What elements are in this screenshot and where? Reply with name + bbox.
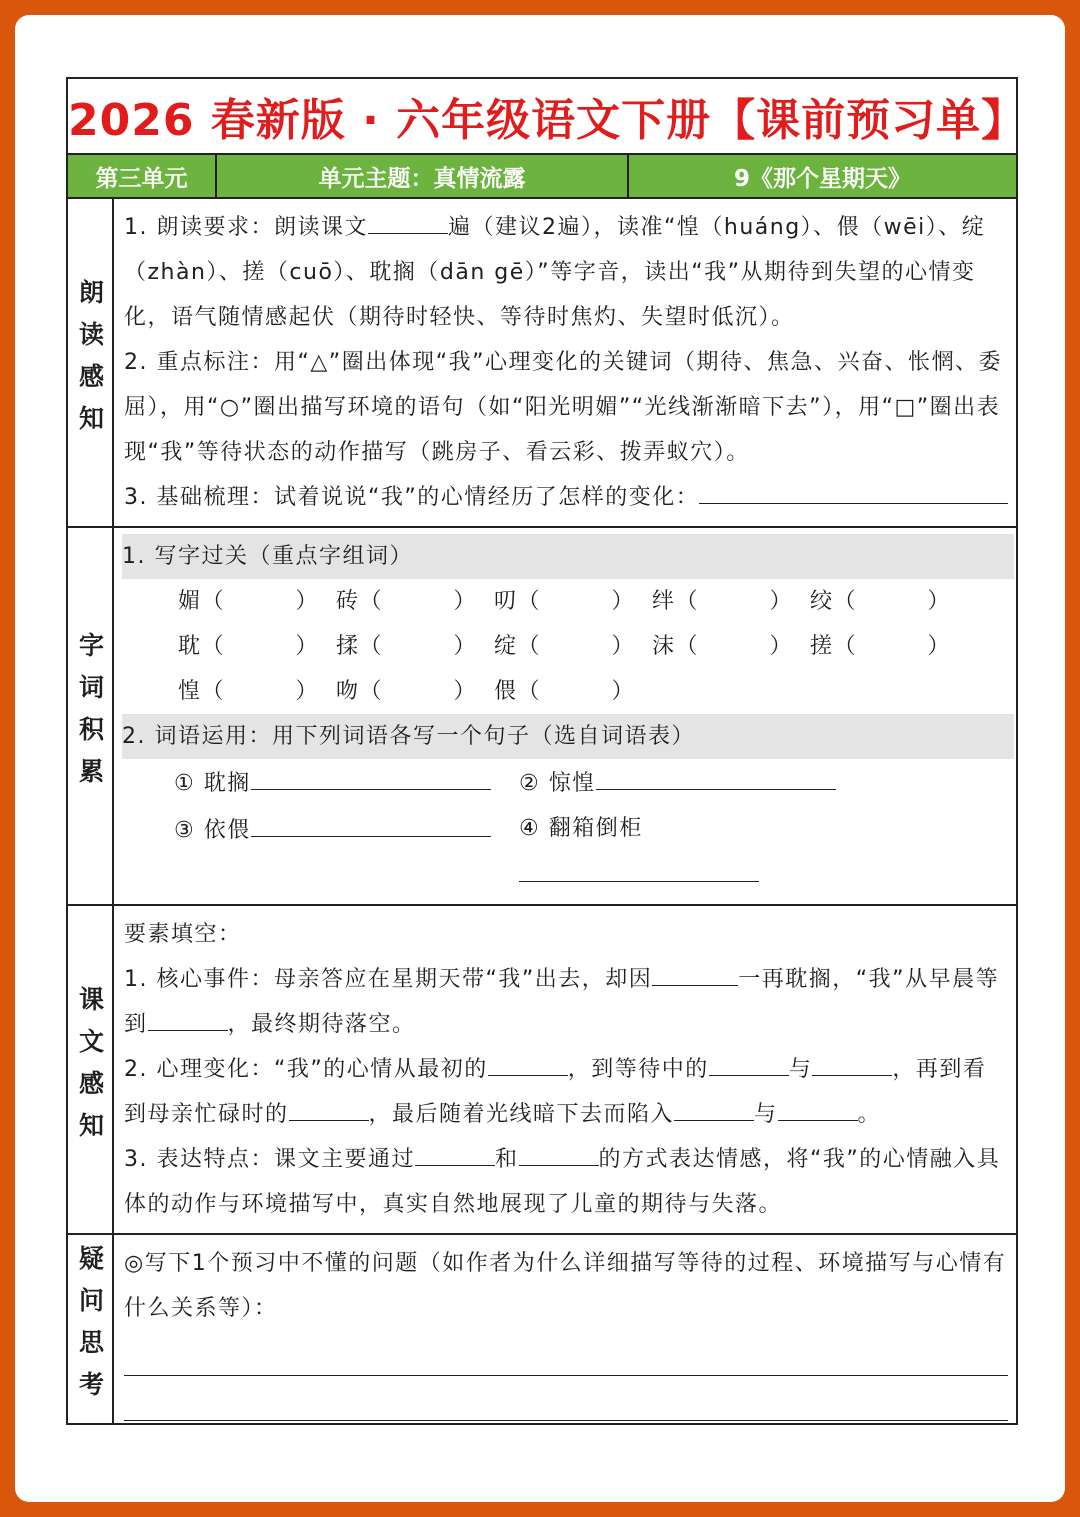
unit-name: 第三单元: [68, 155, 217, 197]
expression-text-b: 和: [494, 1147, 519, 1172]
mood-blank[interactable]: [709, 1047, 789, 1076]
word-usage-item: [519, 806, 864, 898]
core-event-text-a: 1. 核心事件：母亲答应在星期天带“我”出去，却因: [124, 967, 653, 992]
section-content: [114, 528, 1016, 904]
char-item[interactable]: 搓（ ）: [810, 634, 952, 659]
basic-sorting-text: 3. 基础梳理：试着说说“我”的心情经历了怎样的变化：: [124, 485, 700, 510]
section-content: [114, 1235, 1016, 1423]
reading-requirement: [124, 205, 1008, 340]
mood-change-text-a: 2. 心理变化：“我”的心情从最初的: [124, 1057, 488, 1082]
section-label-text: 朗读感知: [75, 278, 105, 447]
section-text: [68, 906, 1016, 1235]
expression-text-c: 的方式表达情感，将“我”的心情融入具体的动作与环境描写中，真实自然地展现了儿童的期待与失落。: [124, 1147, 1001, 1217]
mood-change-text-d: ，再到看到母亲忙碌时的: [124, 1057, 987, 1127]
worksheet-title: 2026 春新版 · 六年级语文下册【课前预习单】: [68, 79, 1016, 155]
char-item[interactable]: 媚（ ）: [178, 589, 320, 614]
mood-change-text-f: 与: [754, 1102, 778, 1127]
read-count-blank[interactable]: [368, 205, 448, 234]
char-item[interactable]: 叨（ ）: [494, 589, 636, 614]
sentence-blank[interactable]: [519, 851, 759, 882]
core-event-text-b: 一再耽搁，“我”从早晨等到: [124, 967, 1000, 1037]
char-item[interactable]: 偎（ ）: [494, 679, 636, 704]
sentence-blank[interactable]: [596, 759, 836, 790]
word-usage-item: [174, 806, 519, 898]
char-item[interactable]: 砖（ ）: [336, 589, 478, 614]
char-item[interactable]: 耽（ ）: [178, 634, 320, 659]
section-reading: [68, 199, 1016, 528]
mood-change-text-c: 与: [788, 1057, 813, 1082]
char-item[interactable]: 绞（ ）: [810, 589, 952, 614]
term-label: ④ 翻箱倒柜: [519, 816, 643, 841]
sentence-blank[interactable]: [251, 759, 491, 790]
worksheet-table: [66, 77, 1027, 1425]
unit-theme: 单元主题：真情流露: [217, 155, 629, 197]
unit-info-bar: [68, 155, 1016, 199]
answer-line[interactable]: [124, 1376, 1008, 1421]
reading-requirement-text-a: 1. 朗读要求：朗读课文: [124, 215, 368, 240]
method-blank[interactable]: [415, 1137, 495, 1166]
mood-change: [124, 1047, 1008, 1137]
expression-text-a: 3. 表达特点：课文主要通过: [124, 1147, 415, 1172]
term-label: ② 惊惶: [519, 771, 596, 796]
term-label: ③ 依偎: [174, 818, 251, 843]
section-questions: [68, 1235, 1016, 1423]
mood-change-text-b: ，到等待中的: [567, 1057, 709, 1082]
section-label-text: 字词积累: [75, 632, 105, 800]
char-item[interactable]: 绊（ ）: [652, 589, 794, 614]
mood-change-text-e: ，最后随着光线暗下去而陷入: [368, 1102, 675, 1127]
word-usage-item: [519, 759, 864, 806]
time-blank[interactable]: [148, 1002, 228, 1031]
key-marking: 2. 重点标注：用“△”圈出体现“我”心理变化的关键词（期待、焦急、兴奋、怅惘、委屈），用“○”圈出描写环境的语句（如“阳光明媚”“光线渐渐暗下去”），用“□”圈出表现“我”等待状态的动作描写（跳房子、看云彩、拨弄蚁穴）。: [124, 350, 1002, 465]
mood-blank[interactable]: [778, 1092, 858, 1121]
mood-change-blank[interactable]: [699, 475, 1008, 504]
section-label: [68, 1235, 114, 1423]
expression-features: [124, 1137, 1008, 1227]
char-item[interactable]: 吻（ ）: [336, 679, 478, 704]
term-label: ① 耽搁: [174, 771, 251, 796]
core-event-text-c: ，最终期待落空。: [227, 1012, 416, 1037]
char-grid: [124, 579, 1008, 714]
char-item[interactable]: 沫（ ）: [652, 634, 794, 659]
char-writing-heading: 1. 写字过关（重点字组词）: [122, 534, 1014, 579]
section-label: [68, 199, 114, 526]
core-event: [124, 957, 1008, 1047]
mood-blank[interactable]: [289, 1092, 369, 1121]
section-words: [68, 528, 1016, 906]
mood-blank[interactable]: [812, 1047, 892, 1076]
answer-line[interactable]: [124, 1331, 1008, 1376]
section-label-text: 疑问思考: [75, 1245, 105, 1413]
mood-blank[interactable]: [488, 1047, 568, 1076]
section-content: [114, 199, 1016, 526]
char-item[interactable]: 惶（ ）: [178, 679, 320, 704]
mood-blank[interactable]: [674, 1092, 754, 1121]
char-item[interactable]: 揉（ ）: [336, 634, 478, 659]
method-blank[interactable]: [519, 1137, 599, 1166]
sentence-blank[interactable]: [251, 806, 491, 837]
lesson-title: 9《那个星期天》: [733, 165, 911, 192]
question-prompt: ◎写下1个预习中不懂的问题（如作者为什么详细描写等待的过程、环境描写与心情有什么关系等）：: [124, 1251, 1007, 1321]
mood-change-text-g: 。: [857, 1102, 882, 1127]
section-label-text: 课文感知: [75, 985, 105, 1154]
word-usage-item: [174, 759, 519, 806]
section-content: [114, 906, 1016, 1233]
reading-requirement-text-b: 遍（建议2遍），读准“惶（huáng）、偎（wēi）、绽（zhàn）、搓（cuō）、耽搁（dān gē）”等字音，读出“我”从期待到失望的心情变化，语气随情感起伏（期待时轻快、等待时焦灼、失望时低沉）。: [124, 215, 986, 330]
fill-intro: 要素填空：: [124, 922, 242, 947]
reason-blank[interactable]: [652, 957, 738, 986]
word-usage-heading: 2. 词语运用：用下列词语各写一个句子（选自词语表）: [122, 714, 1014, 759]
char-item[interactable]: 绽（ ）: [494, 634, 636, 659]
basic-sorting: [124, 475, 1008, 520]
word-usage-grid: [124, 759, 1008, 898]
section-label: [68, 528, 114, 904]
section-label: [68, 906, 114, 1233]
